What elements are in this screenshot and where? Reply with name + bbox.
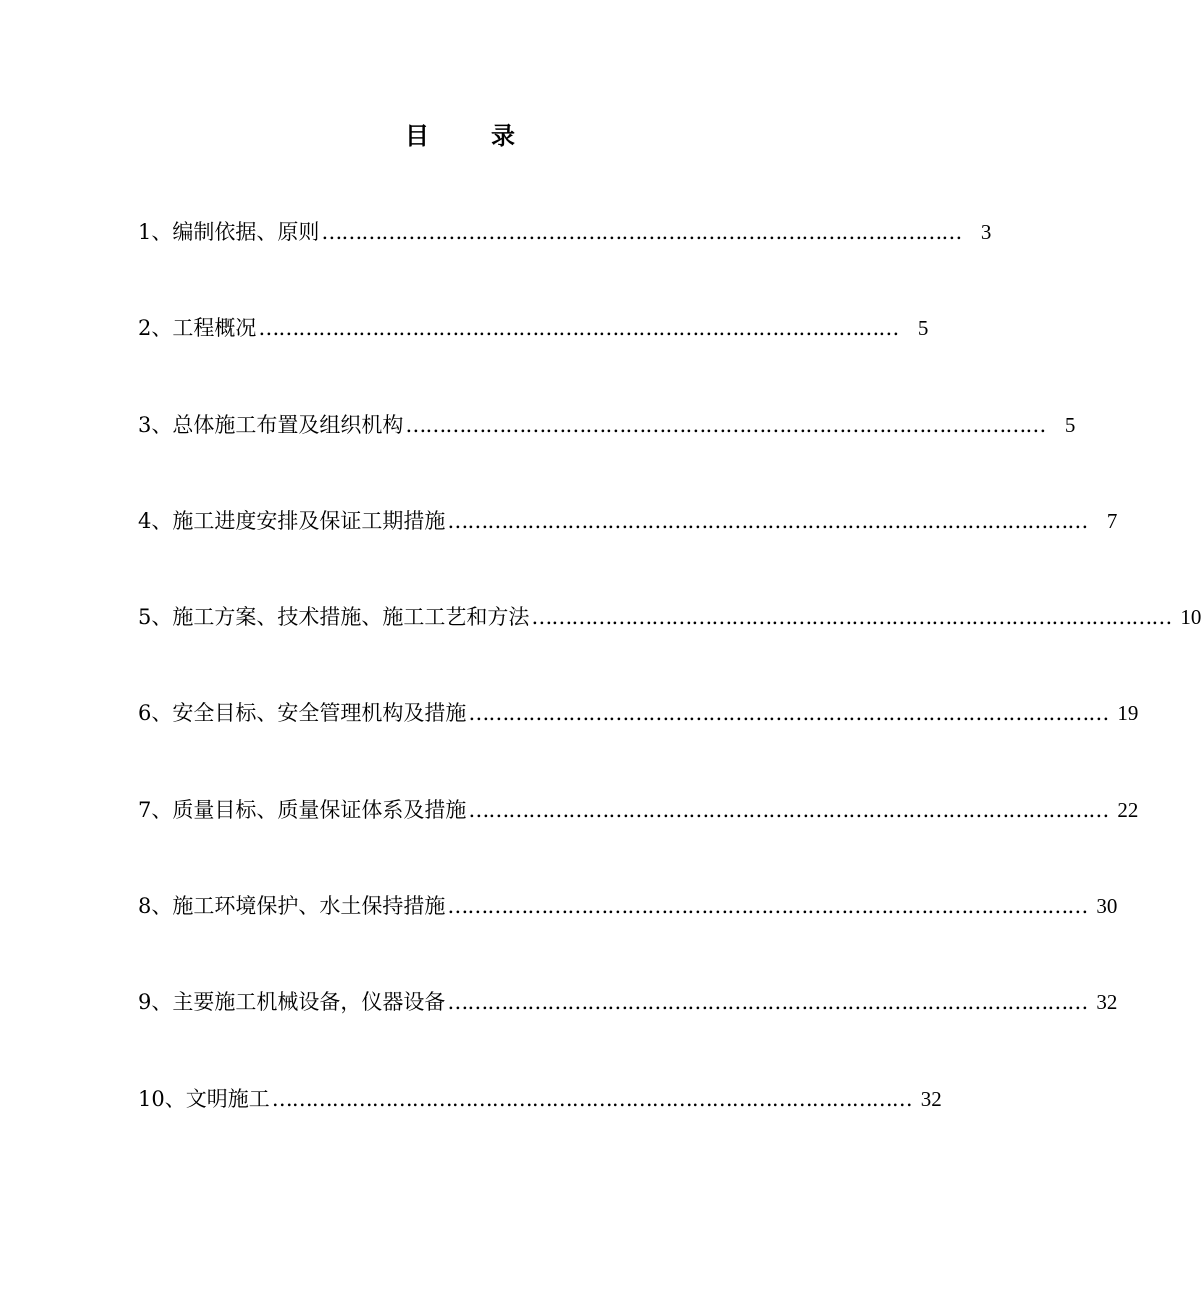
toc-entry-2[interactable] bbox=[138, 310, 929, 406]
toc-dot-leader: …………………………………………………………………………………… bbox=[271, 1086, 912, 1111]
toc-dot-leader: …………………………………………………………………………………… bbox=[447, 508, 1088, 533]
toc-page-number: 10 bbox=[1180, 605, 1201, 630]
toc-dot-leader: …………………………………………………………………………………… bbox=[531, 605, 1172, 630]
toc-dot-leader: …………………………………………………………………………………… bbox=[258, 316, 899, 341]
toc-page-number: 7 bbox=[1106, 508, 1118, 533]
toc-entry-title: 4、施工进度安排及保证工期措施 bbox=[138, 508, 446, 533]
toc-dot-leader: …………………………………………………………………………………… bbox=[447, 990, 1088, 1015]
toc-entry-6[interactable] bbox=[138, 695, 1139, 791]
toc-entry-8[interactable] bbox=[138, 888, 1118, 984]
toc-page-number: 3 bbox=[980, 220, 992, 244]
toc-page-number: 30 bbox=[1096, 894, 1118, 919]
toc-entry-title: 1、编制依据、原则 bbox=[138, 220, 320, 244]
toc-entry-title: 5、施工方案、技术措施、施工工艺和方法 bbox=[138, 605, 530, 630]
toc-entry-title: 2、工程概况 bbox=[138, 316, 257, 341]
toc-page-number: 32 bbox=[1096, 990, 1118, 1015]
toc-entry-title: 8、施工环境保护、水土保持措施 bbox=[138, 894, 446, 919]
toc-entry-4[interactable] bbox=[138, 503, 1118, 599]
toc-dot-leader: …………………………………………………………………………………… bbox=[447, 894, 1088, 919]
toc-page-number: 32 bbox=[920, 1086, 942, 1111]
toc-page-number: 5 bbox=[917, 316, 929, 341]
toc-entry-3[interactable] bbox=[138, 407, 1076, 503]
toc-entry-5[interactable] bbox=[138, 599, 1201, 695]
toc-dot-leader: …………………………………………………………………………………… bbox=[468, 701, 1109, 726]
toc-page-number: 5 bbox=[1064, 412, 1076, 437]
toc-entry-1[interactable] bbox=[138, 214, 992, 310]
toc-entry-title: 7、质量目标、质量保证体系及措施 bbox=[138, 797, 467, 822]
toc-entry-title: 3、总体施工布置及组织机构 bbox=[138, 412, 404, 437]
toc-entry-title: 6、安全目标、安全管理机构及措施 bbox=[138, 701, 467, 726]
toc-page-number: 19 bbox=[1117, 701, 1139, 726]
toc-dot-leader: …………………………………………………………………………………… bbox=[468, 797, 1109, 822]
toc-entry-9[interactable] bbox=[138, 984, 1118, 1080]
toc-entry-title: 10、文明施工 bbox=[138, 1086, 270, 1111]
toc-entry-title: 9、主要施工机械设备，仪器设备 bbox=[138, 990, 446, 1015]
toc-dot-leader: …………………………………………………………………………………… bbox=[321, 220, 962, 244]
toc-entry-7[interactable] bbox=[138, 792, 1139, 888]
toc-entry-10[interactable] bbox=[138, 1081, 942, 1177]
toc-page-number: 22 bbox=[1117, 797, 1139, 822]
page-title: 目录 bbox=[405, 121, 577, 150]
table-of-contents bbox=[138, 214, 1201, 1177]
toc-dot-leader: …………………………………………………………………………………… bbox=[405, 412, 1046, 437]
